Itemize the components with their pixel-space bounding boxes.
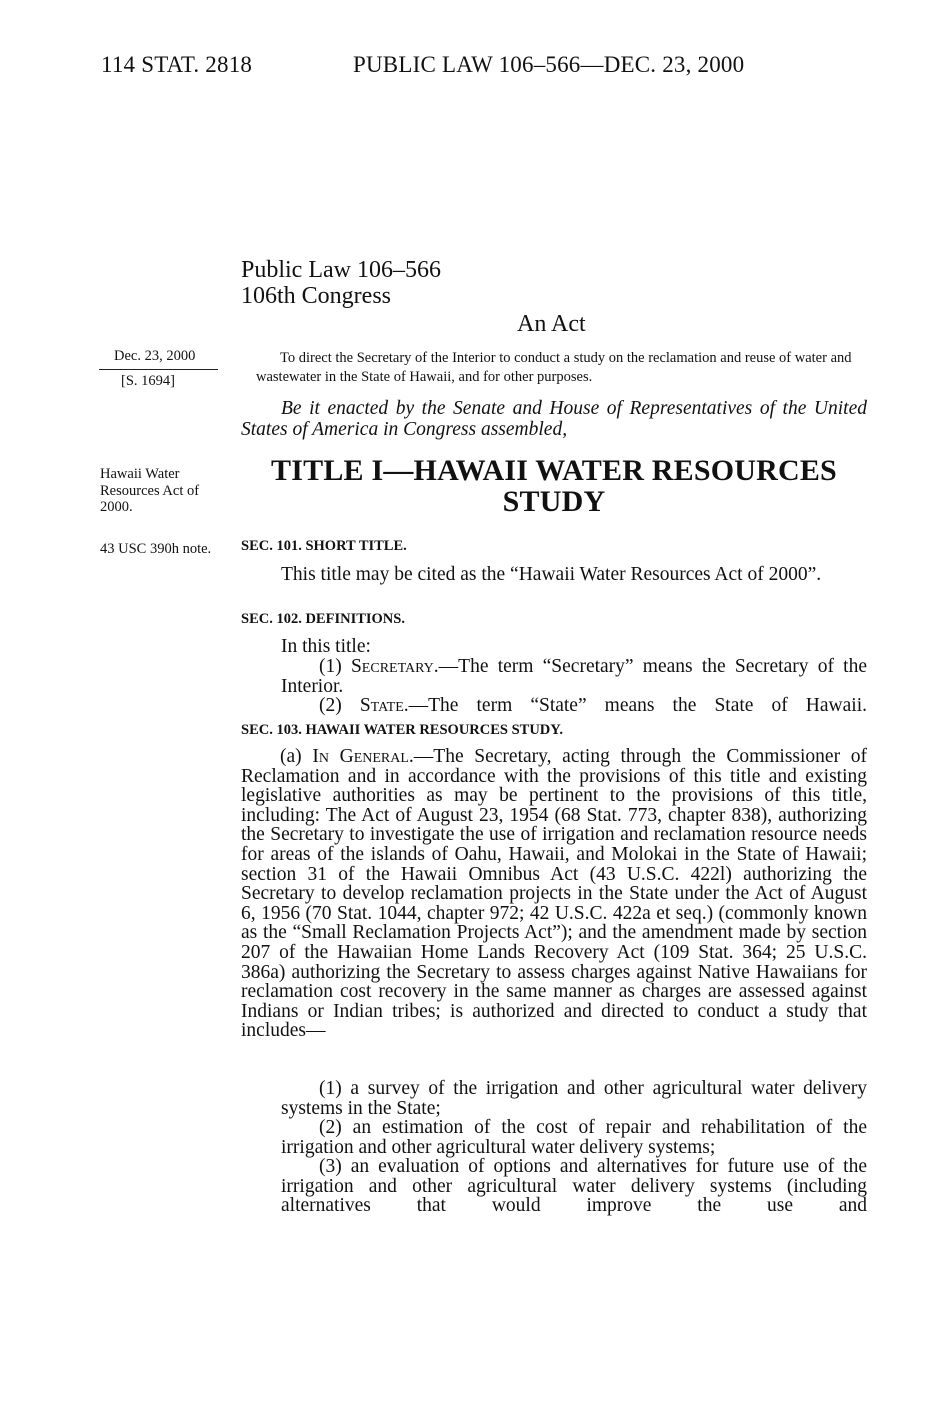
subsection-a-term: In General bbox=[312, 746, 409, 767]
section-102-intro: In this title: bbox=[281, 636, 371, 657]
margin-bill-number: [S. 1694] bbox=[121, 373, 175, 389]
margin-usc-citation: 43 USC 390h note. bbox=[100, 541, 212, 557]
section-101-text: This title may be cited as the “Hawaii Water Resources Act of 2000”. bbox=[281, 564, 822, 585]
act-purpose: To direct the Secretary of the Interior to conduct a study on the reclamation and reuse of water and wastewater in the State of Hawaii, and for other purposes. bbox=[256, 350, 852, 385]
an-act-label: An Act bbox=[517, 311, 586, 337]
congress-number: 106th Congress bbox=[241, 283, 391, 309]
section-102-heading: SEC. 102. DEFINITIONS. bbox=[241, 611, 405, 627]
definition-secretary bbox=[281, 657, 867, 696]
margin-divider bbox=[99, 369, 218, 370]
study-item-3: (3) an evaluation of options and alternatives for future use of the irrigation and other agricultural water delivery systems (including alternatives that would improve the use and bbox=[281, 1156, 867, 1217]
section-101-heading: SEC. 101. SHORT TITLE. bbox=[241, 538, 407, 554]
title-heading: TITLE I—HAWAII WATER RESOURCES STUDY bbox=[271, 454, 837, 518]
definition-state-term: State bbox=[359, 695, 404, 716]
section-103-heading: SEC. 103. HAWAII WATER RESOURCES STUDY. bbox=[241, 722, 564, 738]
section-103-subsection-a bbox=[241, 747, 867, 1041]
subsection-a-text: .—The Secretary, acting through the Commissioner of Reclamation and in accordance with the provisions of this title and existing legislative authorities as may be pertinent to the provisions of this title, including: The Act of August 23, 1954 (68 Stat. 773, chapter 838), authorizing the Secretary to investigate the use of irrigation and reclamation resource needs for areas of the islands of Oahu, Hawaii, and Molokai in the State of Hawaii; section 31 of the Hawaii Omnibus Act (43 U.S.C. 422l) authorizing the Secretary to develop reclamation projects in the State under the Act of August 6, 1956 (70 Stat. 1044, chapter 972; 42 U.S.C. 422a et seq.) (commonly known as the “Small Reclamation Projects Act”); and the amendment made by section 207 of the Hawaiian Home Lands Recovery Act (109 Stat. 364; 25 U.S.C. 386a) authorizing the Secretary to assess charges against Native Hawaiians for reclamation cost recovery in the same manner as charges are assessed against Indians or Indian tribes; is authorized and directed to conduct a study that includes— bbox=[241, 746, 867, 1042]
page-reference: 114 STAT. 2818 bbox=[101, 52, 253, 77]
enacting-clause: Be it enacted by the Senate and House of Representatives of the United States of America in Congress assembled, bbox=[241, 398, 867, 440]
running-title: PUBLIC LAW 106–566—DEC. 23, 2000 bbox=[353, 52, 745, 77]
margin-short-title: Hawaii Water Resources Act of 2000. bbox=[100, 466, 200, 515]
study-item-2: (2) an estimation of the cost of repair and rehabilitation of the irrigation and other agricultural water delivery systems; bbox=[281, 1117, 867, 1158]
study-item-1: (1) a survey of the irrigation and other agricultural water delivery systems in the State; bbox=[281, 1078, 867, 1119]
definition-secretary-text: .—The term “Secretary” means the Secretary of the Interior. bbox=[281, 656, 867, 697]
definition-state bbox=[319, 696, 867, 716]
definition-state-number: (2) bbox=[319, 695, 360, 716]
subsection-a-number: (a) bbox=[280, 746, 313, 767]
definition-state-text: .—The term “State” means the State of Hawaii. bbox=[403, 695, 867, 716]
margin-date: Dec. 23, 2000 bbox=[114, 348, 196, 364]
definition-secretary-number: (1) bbox=[319, 656, 351, 677]
public-law-number: Public Law 106–566 bbox=[241, 257, 441, 283]
definition-secretary-term: Secretary bbox=[350, 656, 434, 677]
